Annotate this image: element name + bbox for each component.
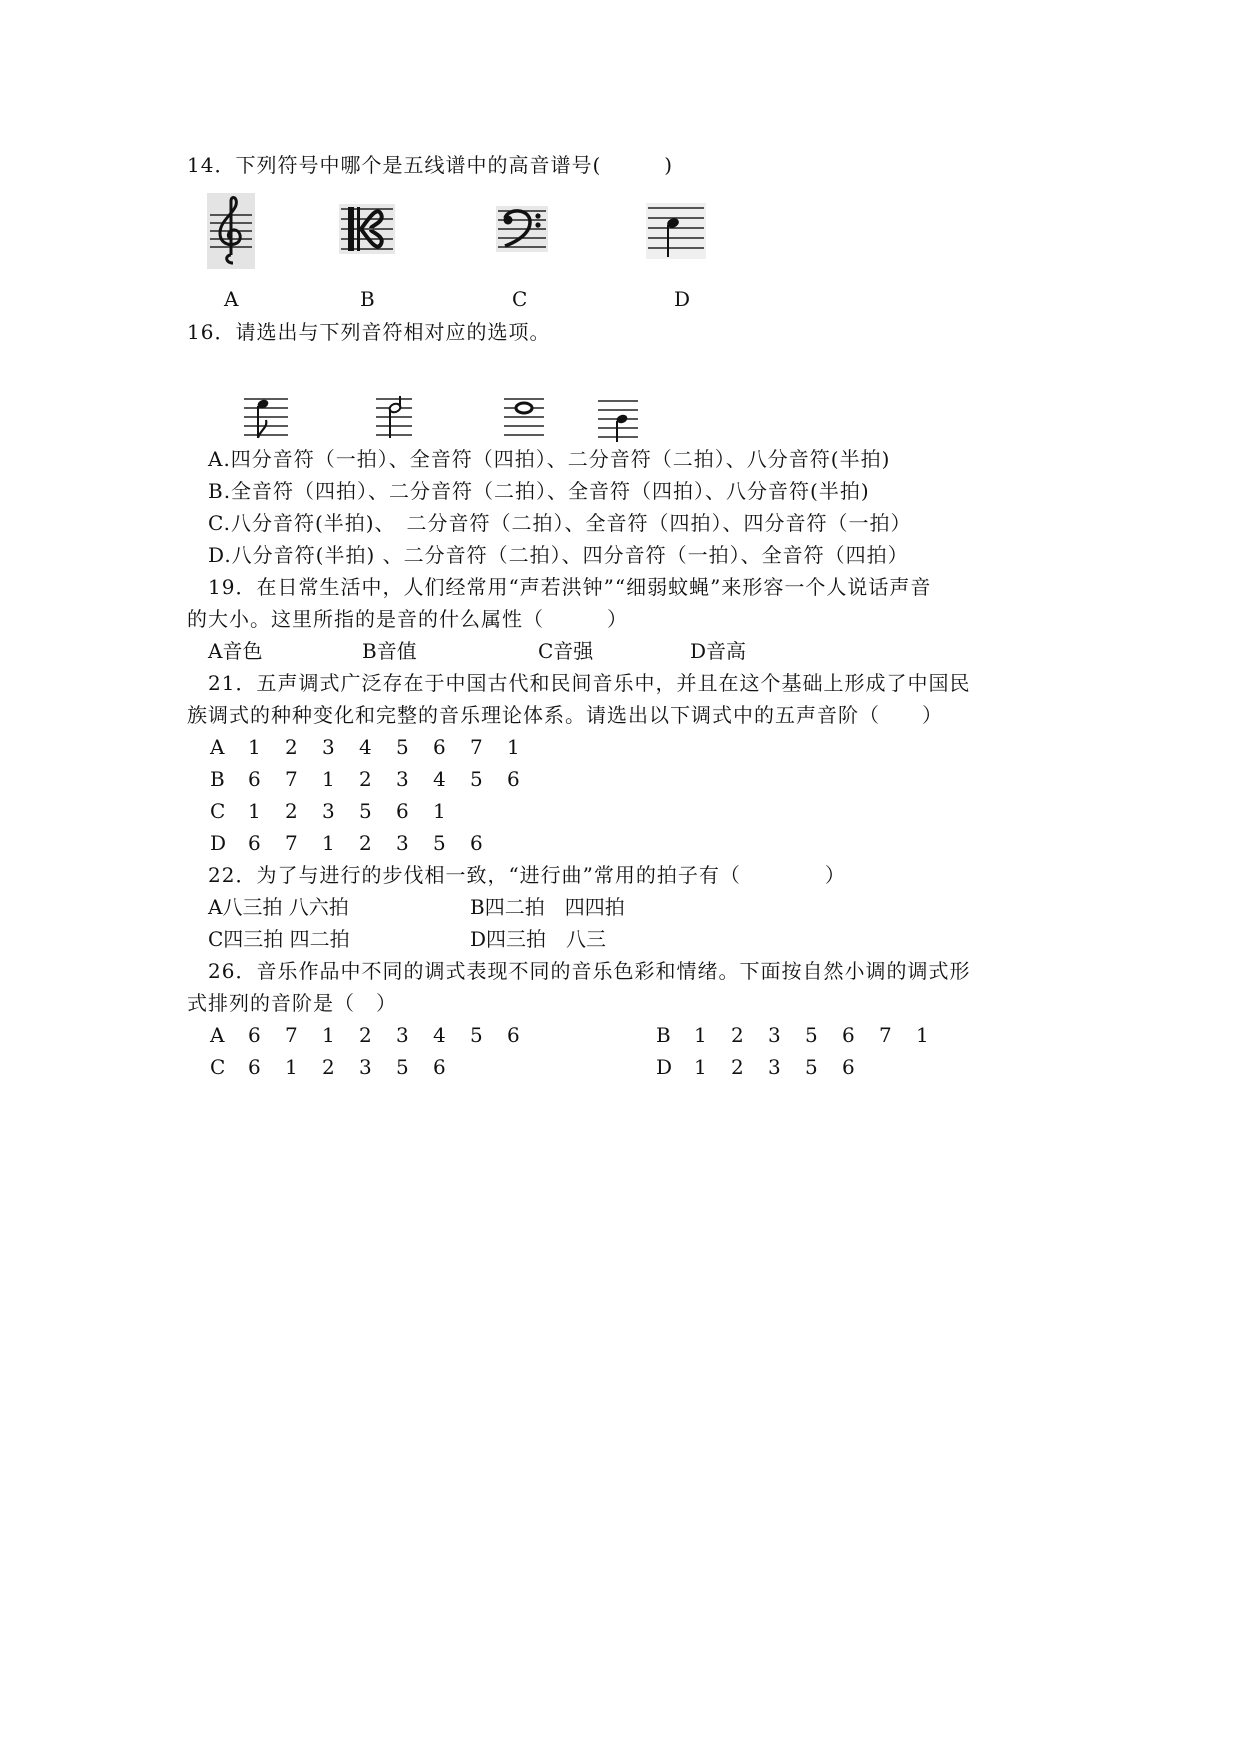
q21-scale-degree: 1 [248, 799, 261, 823]
q19-option-d: D音高 [690, 639, 747, 663]
q16-stem: 16．请选出与下列音符相对应的选项。 [187, 320, 551, 344]
q21-stem-line2: 族调式的种种变化和完整的音乐理论体系。请选出以下调式中的五声音阶（ ） [187, 703, 943, 727]
q22-stem: 22．为了与进行的步伐相一致，“进行曲”常用的拍子有（ ） [208, 863, 846, 887]
q14-label-c: C [512, 287, 528, 311]
q21-scale-degree: 7 [285, 831, 298, 855]
q26-stem-line2: 式排列的音阶是（ ） [187, 991, 397, 1015]
q26-scale-degree: 6 [842, 1055, 855, 1079]
q16-option-c: C.八分音符(半拍)、 二分音符（二拍）、全音符（四拍）、四分音符（一拍） [208, 511, 912, 535]
q26-scale-degree: 2 [731, 1055, 744, 1079]
q19-option-a: A音色 [208, 639, 263, 663]
q21-option-d-letter: D [210, 831, 227, 855]
q14-label-b: B [360, 287, 375, 311]
q21-scale-degree: 6 [433, 735, 446, 759]
q21-option-a-letter: A [210, 735, 225, 759]
q26-scale-degree: 2 [731, 1023, 744, 1047]
q21-scale-degree: 5 [359, 799, 372, 823]
q26-scale-degree: 5 [805, 1023, 818, 1047]
q21-scale-degree: 2 [359, 767, 372, 791]
q21-scale-degree: 5 [433, 831, 446, 855]
q22-option-d: D四三拍 八三 [470, 927, 607, 951]
q21-scale-degree: 6 [507, 767, 520, 791]
q16-option-b: B.全音符（四拍）、二分音符（二拍）、全音符（四拍）、八分音符(半拍) [208, 479, 870, 503]
q26-stem-line1: 26．音乐作品中不同的调式表现不同的音乐色彩和情绪。下面按自然小调的调式形 [208, 959, 971, 983]
q26-option-c-letter: C [210, 1055, 226, 1079]
q26-scale-degree: 1 [322, 1023, 335, 1047]
q26-scale-degree: 6 [433, 1055, 446, 1079]
q21-scale-degree: 6 [248, 831, 261, 855]
bass-clef-icon [496, 206, 548, 252]
q14-stem: 14．下列符号中哪个是五线谱中的高音谱号( ) [187, 153, 674, 177]
q21-scale-degree: 1 [248, 735, 261, 759]
q19-stem-line1: 19．在日常生活中，人们经常用“声若洪钟”“细弱蚊蝇”来形容一个人说话声音 [208, 575, 932, 599]
q21-scale-degree: 7 [285, 767, 298, 791]
alto-clef-icon [339, 204, 395, 254]
q26-scale-degree: 6 [248, 1023, 261, 1047]
q26-scale-degree: 3 [768, 1055, 781, 1079]
q21-scale-degree: 5 [396, 735, 409, 759]
q26-scale-degree: 4 [433, 1023, 446, 1047]
quarter-note-icon [596, 398, 640, 442]
q26-scale-degree: 7 [879, 1023, 892, 1047]
q21-scale-degree: 3 [322, 735, 335, 759]
q21-scale-degree: 5 [470, 767, 483, 791]
q26-option-a-letter: A [210, 1023, 225, 1047]
q16-option-d: D.八分音符(半拍) 、二分音符（二拍）、四分音符（一拍）、全音符（四拍） [208, 543, 909, 567]
q22-option-c: C四三拍 四二拍 [208, 927, 350, 951]
q21-scale-degree: 4 [433, 767, 446, 791]
q26-scale-degree: 1 [285, 1055, 298, 1079]
eighth-note-icon [244, 396, 288, 438]
q21-scale-degree: 6 [396, 799, 409, 823]
q26-scale-degree: 3 [768, 1023, 781, 1047]
q22-option-a: A八三拍 八六拍 [208, 895, 349, 919]
q21-option-c-letter: C [210, 799, 226, 823]
q26-scale-degree: 2 [359, 1023, 372, 1047]
q26-scale-degree: 1 [694, 1023, 707, 1047]
q26-scale-degree: 7 [285, 1023, 298, 1047]
q22-option-b: B四二拍 四四拍 [470, 895, 625, 919]
q21-scale-degree: 2 [285, 799, 298, 823]
q21-scale-degree: 6 [248, 767, 261, 791]
q21-scale-degree: 7 [470, 735, 483, 759]
whole-note-icon [502, 396, 546, 438]
q21-stem-line1: 21．五声调式广泛存在于中国古代和民间音乐中，并且在这个基础上形成了中国民 [208, 671, 971, 695]
q21-scale-degree: 4 [359, 735, 372, 759]
q21-scale-degree: 3 [396, 767, 409, 791]
q26-scale-degree: 2 [322, 1055, 335, 1079]
q26-scale-degree: 1 [916, 1023, 929, 1047]
q19-option-b: B音值 [362, 639, 417, 663]
q26-scale-degree: 5 [805, 1055, 818, 1079]
q26-scale-degree: 6 [842, 1023, 855, 1047]
q21-scale-degree: 6 [470, 831, 483, 855]
q26-scale-degree: 6 [507, 1023, 520, 1047]
q26-scale-degree: 5 [470, 1023, 483, 1047]
q26-scale-degree: 3 [396, 1023, 409, 1047]
q26-scale-degree: 5 [396, 1055, 409, 1079]
q14-label-d: D [674, 287, 691, 311]
q21-scale-degree: 3 [322, 799, 335, 823]
q21-option-b-letter: B [210, 767, 225, 791]
q21-scale-degree: 1 [322, 767, 335, 791]
q21-scale-degree: 2 [359, 831, 372, 855]
q21-scale-degree: 2 [285, 735, 298, 759]
q21-scale-degree: 1 [433, 799, 446, 823]
q26-option-b-letter: B [656, 1023, 671, 1047]
q19-stem-line2: 的大小。这里所指的是音的什么属性（ ） [187, 607, 628, 631]
q26-option-d-letter: D [656, 1055, 673, 1079]
q26-scale-degree: 6 [248, 1055, 261, 1079]
q21-scale-degree: 3 [396, 831, 409, 855]
q14-label-a: A [224, 287, 239, 311]
quarter-note-icon [646, 203, 706, 259]
treble-clef-icon [207, 193, 255, 269]
q16-option-a: A.四分音符（一拍）、全音符（四拍）、二分音符（二拍）、八分音符(半拍) [208, 447, 891, 471]
q26-scale-degree: 3 [359, 1055, 372, 1079]
q21-scale-degree: 1 [322, 831, 335, 855]
q19-option-c: C音强 [538, 639, 594, 663]
half-note-icon [374, 396, 414, 438]
q26-scale-degree: 1 [694, 1055, 707, 1079]
q21-scale-degree: 1 [507, 735, 520, 759]
